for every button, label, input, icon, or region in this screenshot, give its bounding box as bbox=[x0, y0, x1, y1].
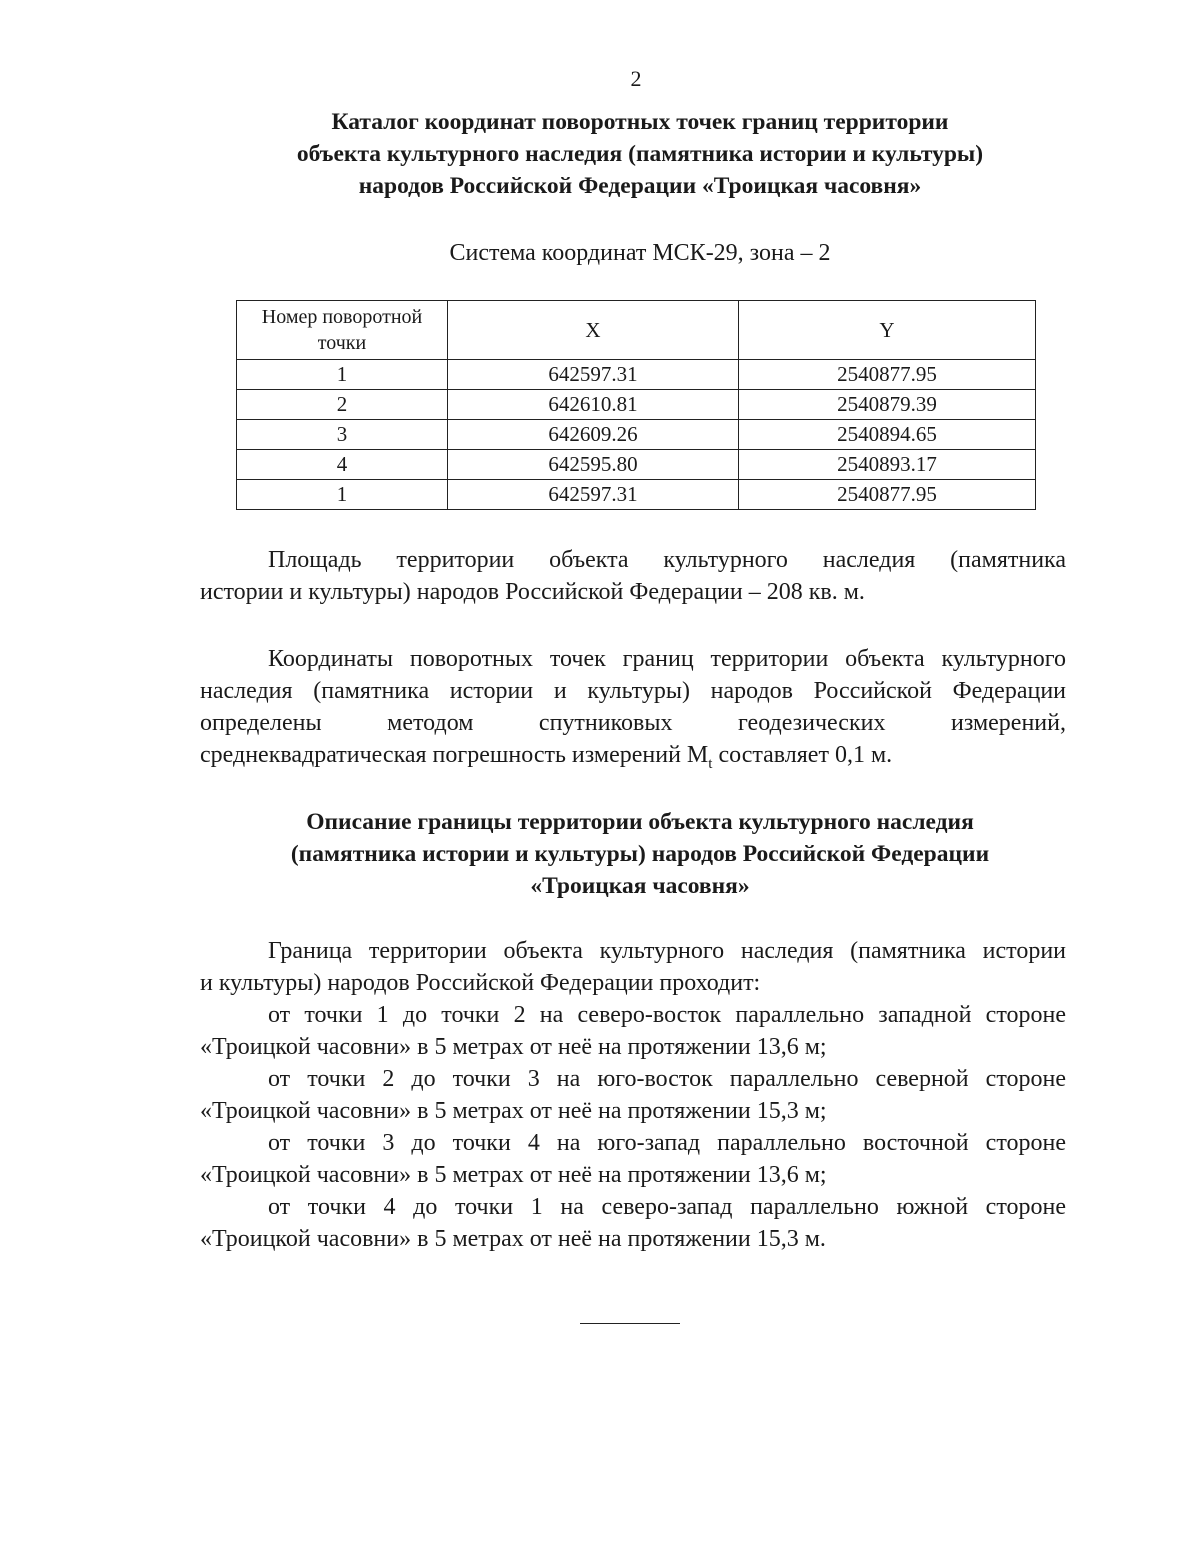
catalog-title-line: Каталог координат поворотных точек границ территории bbox=[331, 109, 949, 135]
segment-line: «Троицкой часовни» в 5 метрах от неё на протяжении 13,6 м; bbox=[200, 1034, 827, 1060]
closing-divider bbox=[580, 1323, 680, 1324]
y-cell: 2540877.95 bbox=[739, 480, 1036, 510]
header-point-number-line1: Номер поворотной bbox=[261, 306, 423, 328]
page-number: 2 bbox=[630, 66, 642, 91]
paragraph-line: определены методом спутниковых геодезических измерений, bbox=[200, 710, 1066, 736]
table-row bbox=[237, 360, 1036, 390]
method-paragraph bbox=[200, 643, 1066, 780]
header-point-number bbox=[237, 301, 448, 360]
boundary-description bbox=[200, 935, 1066, 1255]
description-title-line: (памятника истории и культуры) народов Российской Федерации bbox=[290, 841, 990, 867]
segment-line: от точки 4 до точки 1 на северо-запад параллельно южной стороне bbox=[268, 1194, 1066, 1220]
y-cell: 2540879.39 bbox=[739, 390, 1036, 420]
area-paragraph bbox=[200, 544, 1066, 608]
error-text-before: среднеквадратическая погрешность измерений M bbox=[200, 742, 709, 768]
paragraph-line: истории и культуры) народов Российской Федерации – 208 кв. м. bbox=[200, 579, 865, 605]
coordinate-system-label: Система координат МСК-29, зона – 2 bbox=[449, 240, 831, 266]
x-cell: 642597.31 bbox=[448, 360, 739, 390]
segment-line: «Троицкой часовни» в 5 метрах от неё на протяжении 15,3 м; bbox=[200, 1098, 827, 1124]
paragraph-line: наследия (памятника истории и культуры) народов Российской Федерации bbox=[200, 678, 1066, 704]
header-point-number-line2: точки bbox=[317, 332, 367, 354]
header-y: Y bbox=[739, 301, 1036, 360]
table-row bbox=[237, 420, 1036, 450]
catalog-title-line: народов Российской Федерации «Троицкая часовня» bbox=[358, 173, 922, 199]
y-cell: 2540893.17 bbox=[739, 450, 1036, 480]
paragraph-line: Координаты поворотных точек границ территории объекта культурного bbox=[268, 646, 1066, 672]
point-number-cell: 4 bbox=[237, 450, 448, 480]
paragraph-line: Площадь территории объекта культурного наследия (памятника bbox=[268, 547, 1066, 573]
x-cell: 642609.26 bbox=[448, 420, 739, 450]
catalog-title-line: объекта культурного наследия (памятника истории и культуры) bbox=[296, 141, 984, 167]
coordinates-table bbox=[236, 300, 1036, 510]
x-cell: 642610.81 bbox=[448, 390, 739, 420]
catalog-title bbox=[200, 106, 1080, 202]
paragraph-line: Граница территории объекта культурного наследия (памятника истории bbox=[268, 938, 1066, 964]
table-header-row bbox=[237, 301, 1036, 360]
point-number-cell: 2 bbox=[237, 390, 448, 420]
error-subscript: t bbox=[708, 755, 713, 772]
point-number-cell: 1 bbox=[237, 360, 448, 390]
paragraph-line bbox=[200, 739, 1066, 780]
point-number-cell: 1 bbox=[237, 480, 448, 510]
y-cell: 2540877.95 bbox=[739, 360, 1036, 390]
segment-line: «Троицкой часовни» в 5 метрах от неё на протяжении 15,3 м. bbox=[200, 1226, 826, 1252]
description-title-line: Описание границы территории объекта культурного наследия bbox=[306, 809, 974, 835]
segment-line: «Троицкой часовни» в 5 метрах от неё на протяжении 13,6 м; bbox=[200, 1162, 827, 1188]
header-x: X bbox=[448, 301, 739, 360]
segment-line: от точки 3 до точки 4 на юго-запад параллельно восточной стороне bbox=[268, 1130, 1066, 1156]
error-text-after: составляет 0,1 м. bbox=[712, 742, 893, 768]
x-cell: 642595.80 bbox=[448, 450, 739, 480]
y-cell: 2540894.65 bbox=[739, 420, 1036, 450]
description-title-line: «Троицкая часовня» bbox=[530, 873, 750, 899]
paragraph-line: и культуры) народов Российской Федерации проходит: bbox=[200, 970, 761, 996]
table-row bbox=[237, 390, 1036, 420]
point-number-cell: 3 bbox=[237, 420, 448, 450]
description-title bbox=[200, 806, 1080, 902]
table-row bbox=[237, 450, 1036, 480]
table-row bbox=[237, 480, 1036, 510]
x-cell: 642597.31 bbox=[448, 480, 739, 510]
segment-line: от точки 2 до точки 3 на юго-восток параллельно северной стороне bbox=[268, 1066, 1066, 1092]
segment-line: от точки 1 до точки 2 на северо-восток параллельно западной стороне bbox=[268, 1002, 1066, 1028]
